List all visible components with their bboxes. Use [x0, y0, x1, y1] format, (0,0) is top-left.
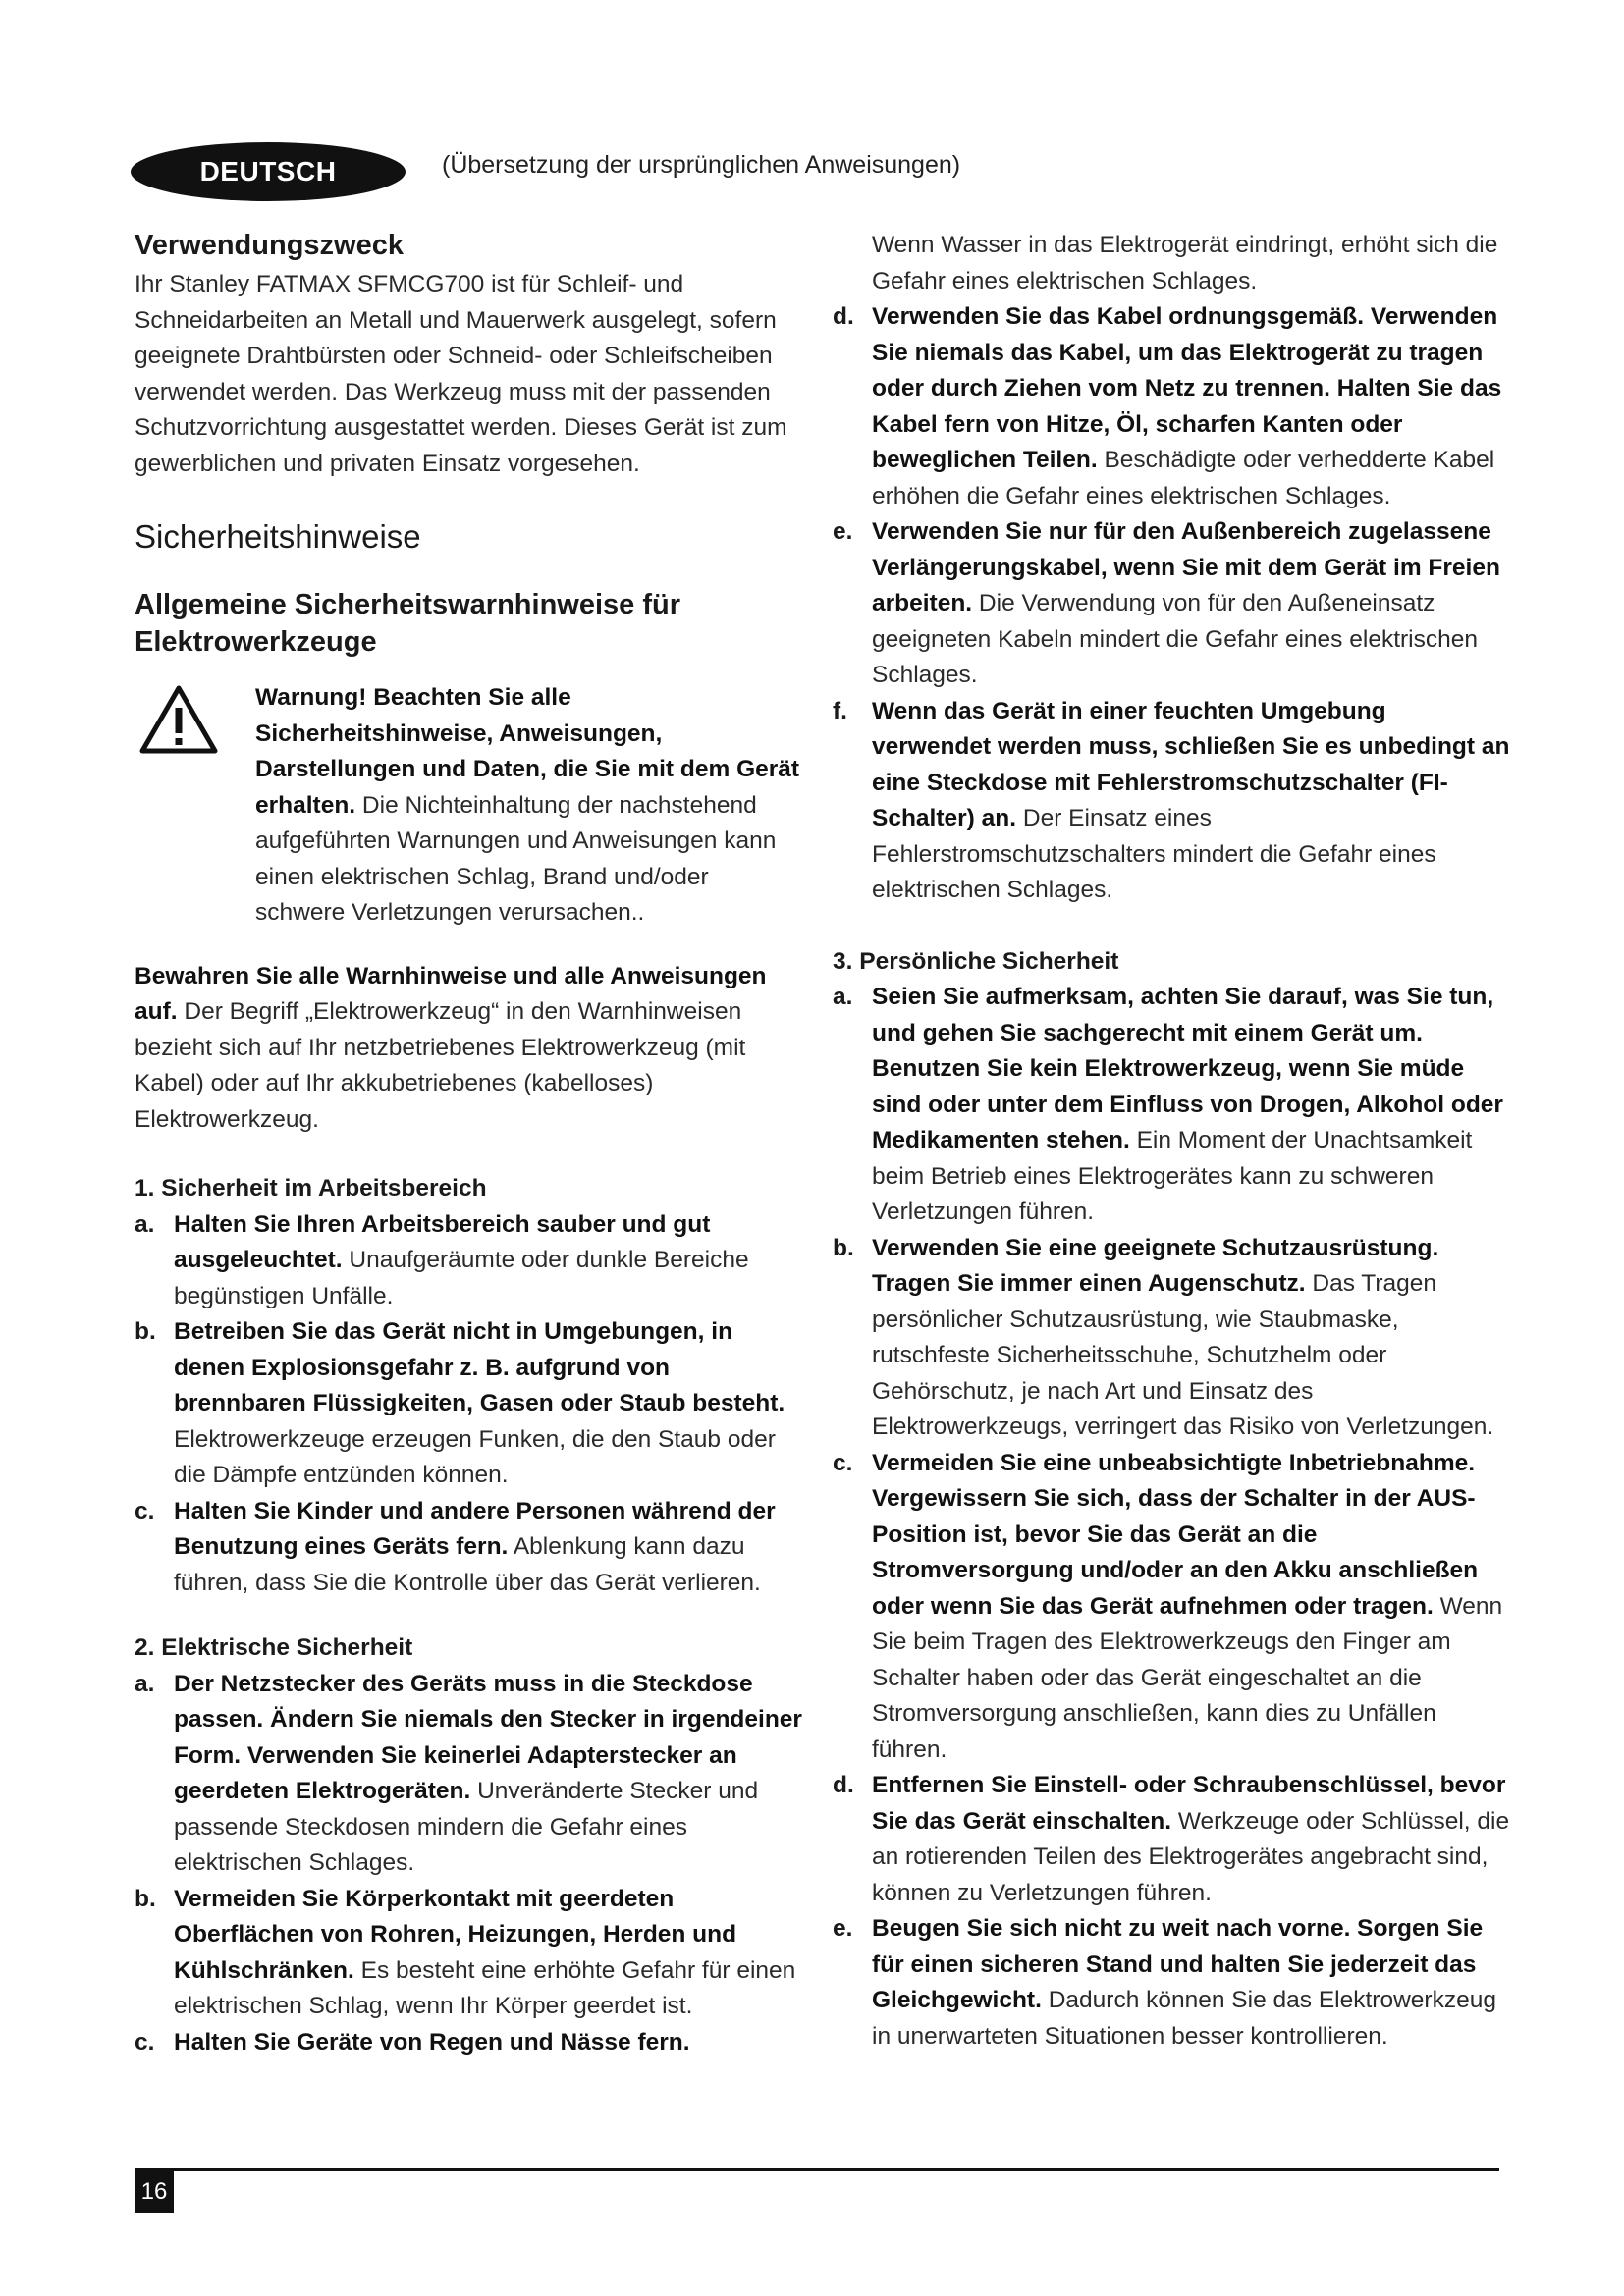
item-bold: Beugen Sie sich nicht zu weit nach vorne. Sorgen Sie für einen sicheren Stand und halten Sie jederzeit das Gleichgewicht.: [872, 1915, 1484, 2013]
section-title-personal-safety: 3. Persönliche Sicherheit: [833, 947, 1119, 975]
section-title-work-area: 1. Sicherheit im Arbeitsbereich: [135, 1175, 487, 1201]
item-bold: Vermeiden Sie eine unbeabsichtigte Inbetriebnahme. Vergewissern Sie sich, dass der Schalter in der AUS-Position ist, bevor Sie das Gerät an die Stromversorgung und/oder an den Akku anschließen oder wenn Sie das Gerät aufnehmen oder tragen.: [872, 1449, 1479, 1620]
keep-body: Der Begriff „Elektrowerkzeug“ in den Warnhinweisen bezieht sich auf Ihr netzbetriebenes Elektrowerkzeug (mit Kabel) oder auf Ihr akkubetriebenes (kabelloses) Elektrowerkzeug.: [135, 998, 746, 1133]
item-label: c.: [135, 2028, 155, 2056]
item-bold: Wenn das Gerät in einer feuchten Umgebung verwendet werden muss, schließen Sie es unbedingt an eine Steckdose mit Fehlerstromschutzschalter (FI-Schalter) an.: [872, 697, 1510, 831]
item-text: Wenn Wasser in das Elektrogerät eindringt, erhöht sich die Gefahr eines elektrischen Schlages.: [872, 232, 1498, 294]
item-label: d.: [833, 303, 854, 330]
list-item: [833, 299, 1510, 514]
item-label: b.: [135, 1318, 156, 1345]
item-text: Der Einsatz eines Fehlerstromschutzschalters mindert die Gefahr eines elektrischen Schlages.: [872, 805, 1436, 903]
warning-block: [135, 680, 802, 932]
footer-rule: [135, 2168, 1499, 2171]
item-bold: Verwenden Sie das Kabel ordnungsgemäß. Verwenden Sie niemals das Kabel, um das Elektrogerät zu tragen oder durch Ziehen vom Netz zu trennen. Halten Sie das Kabel fern von Hitze, Öl, scharfen Kanten oder beweglichen Teilen.: [872, 303, 1502, 473]
language-label: DEUTSCH: [199, 156, 337, 187]
item-label: d.: [833, 1772, 854, 1798]
item-bold: Verwenden Sie eine geeignete Schutzausrüstung. Tragen Sie immer einen Augenschutz.: [872, 1234, 1439, 1297]
item-text: Ablenkung kann dazu führen, dass Sie die Kontrolle über das Gerät verlieren.: [174, 1533, 761, 1596]
language-badge: [131, 142, 406, 201]
list-item: [833, 694, 1510, 909]
list-item: [135, 1882, 802, 2025]
warning-text: [255, 680, 802, 932]
translation-note: (Übersetzung der ursprünglichen Anweisungen): [442, 151, 961, 179]
item-label: b.: [833, 1234, 854, 1261]
item-label: a.: [833, 984, 853, 1010]
item-text: Wenn Sie beim Tragen des Elektrowerkzeugs den Finger am Schalter haben oder das Gerät eingeschaltet an die Stromversorgung anschließen, kann dies zu Unfällen führen.: [872, 1592, 1503, 1763]
list-item: [833, 1911, 1510, 2055]
item-text: Dadurch können Sie das Elektrowerkzeug in unerwarteten Situationen besser kontrollieren.: [872, 1987, 1496, 2050]
item-bold: Vermeiden Sie Körperkontakt mit geerdeten Oberflächen von Rohren, Heizungen, Herden und Kühlschränken.: [174, 1885, 737, 1984]
item-text: Beschädigte oder verhedderte Kabel erhöhen die Gefahr eines elektrischen Schlages.: [872, 447, 1495, 509]
item-text: Unaufgeräumte oder dunkle Bereiche begünstigen Unfälle.: [174, 1247, 749, 1309]
list-item: [135, 1494, 802, 1602]
item-bold: Entfernen Sie Einstell- oder Schraubenschlüssel, bevor Sie das Gerät einschalten.: [872, 1772, 1506, 1835]
item-label: a.: [135, 1670, 155, 1697]
intended-use-text: Ihr Stanley FATMAX SFMCG700 ist für Schleif- und Schneidarbeiten an Metall und Mauerwerk ausgelegt, sofern geeignete Drahtbürsten oder Schneid- oder Schleifscheiben verwendet werden. Das Werkzeug muss mit der passenden Schutzvorrichtung ausgestattet werden. Dieses Gerät ist zum gewerblichen und privaten Einsatz vorgesehen.: [135, 271, 787, 477]
left-column: [135, 228, 802, 2060]
warning-bold: Warnung! Beachten Sie alle Sicherheitshinweise, Anweisungen, Darstellungen und Daten, die Sie mit dem Gerät erhalten.: [255, 684, 800, 819]
item-bold: Seien Sie aufmerksam, achten Sie darauf, was Sie tun, und gehen Sie sachgerecht mit einem Gerät um. Benutzen Sie kein Elektrowerkzeug, wenn Sie müde sind oder unter dem Einfluss von Drogen, Alkohol oder Medikamenten stehen.: [872, 984, 1503, 1153]
item-text: Die Verwendung von für den Außeneinsatz geeigneten Kabeln mindert die Gefahr eines elektrischen Schlages.: [872, 590, 1478, 688]
list-item: [833, 1768, 1510, 1911]
keep-instructions: [135, 959, 802, 1139]
item-label: f.: [833, 697, 847, 724]
list-item: [135, 2025, 802, 2061]
list-item: [833, 980, 1510, 1231]
item-text: Ein Moment der Unachtsamkeit beim Betrieb eines Elektrogerätes kann zu schweren Verletzungen führen.: [872, 1127, 1473, 1225]
item-text: Elektrowerkzeuge erzeugen Funken, die den Staub oder die Dämpfe entzünden können.: [174, 1425, 776, 1488]
item-bold: Verwenden Sie nur für den Außenbereich zugelassene Verlängerungskabel, wenn Sie mit dem Gerät im Freien arbeiten.: [872, 518, 1500, 616]
item-text: Werkzeuge oder Schlüssel, die an rotierenden Teilen des Elektrogerätes angebracht sind, können zu Verletzungen führen.: [872, 1807, 1510, 1906]
item-label: b.: [135, 1885, 156, 1912]
warning-body: Die Nichteinhaltung der nachstehend aufgeführten Warnungen und Anweisungen kann einen elektrischen Schlag, Brand und/oder schwere Verletzungen verursachen..: [255, 791, 777, 926]
safety-heading: Sicherheitshinweise: [135, 518, 421, 555]
list-item: [833, 514, 1510, 694]
item-bold: Halten Sie Ihren Arbeitsbereich sauber und gut ausgeleuchtet.: [174, 1210, 711, 1273]
list-item-continuation: [833, 228, 1510, 299]
item-text: Das Tragen persönlicher Schutzausrüstung, wie Staubmaske, rutschfeste Sicherheitsschuhe, Schutzhelm oder Gehörschutz, je nach Art und Einsatz des Elektrowerkzeugs, verringert das Risiko von Verletzungen.: [872, 1270, 1494, 1440]
page-number: 16: [135, 2171, 174, 2213]
item-label: c.: [135, 1497, 155, 1524]
item-label: e.: [833, 1915, 853, 1942]
general-safety-heading: Allgemeine Sicherheitswarnhinweise für Elektrowerkzeuge: [135, 589, 680, 658]
right-column: [833, 228, 1510, 2055]
list-item: [135, 1314, 802, 1494]
list-item: [135, 1667, 802, 1882]
item-text: Unveränderte Stecker und passende Steckdosen mindern die Gefahr eines elektrischen Schlages.: [174, 1778, 759, 1876]
list-item: [135, 1207, 802, 1315]
intended-use-heading: Verwendungszweck: [135, 230, 404, 261]
item-label: e.: [833, 518, 853, 545]
keep-bold: Bewahren Sie alle Warnhinweise und alle Anweisungen auf.: [135, 962, 767, 1025]
item-text: Es besteht eine erhöhte Gefahr für einen elektrischen Schlag, wenn Ihr Körper geerdet ist.: [174, 1956, 796, 2019]
warning-triangle-icon: [139, 684, 218, 755]
section-title-electrical: 2. Elektrische Sicherheit: [135, 1634, 413, 1661]
item-bold: Der Netzstecker des Geräts muss in die Steckdose passen. Ändern Sie niemals den Stecker in irgendeiner Form. Verwenden Sie keinerlei Adapterstecker an geerdeten Elektrogeräten.: [174, 1670, 802, 1804]
item-label: a.: [135, 1210, 155, 1238]
item-label: c.: [833, 1449, 853, 1476]
item-bold: Betreiben Sie das Gerät nicht in Umgebungen, in denen Explosionsgefahr z. B. aufgrund von brennbaren Flüssigkeiten, Gasen oder Staub besteht.: [174, 1318, 785, 1416]
item-bold: Halten Sie Kinder und andere Personen während der Benutzung eines Geräts fern.: [174, 1497, 776, 1560]
list-item: [833, 1231, 1510, 1446]
list-item: [833, 1446, 1510, 1769]
item-bold: Halten Sie Geräte von Regen und Nässe fern.: [174, 2028, 690, 2056]
